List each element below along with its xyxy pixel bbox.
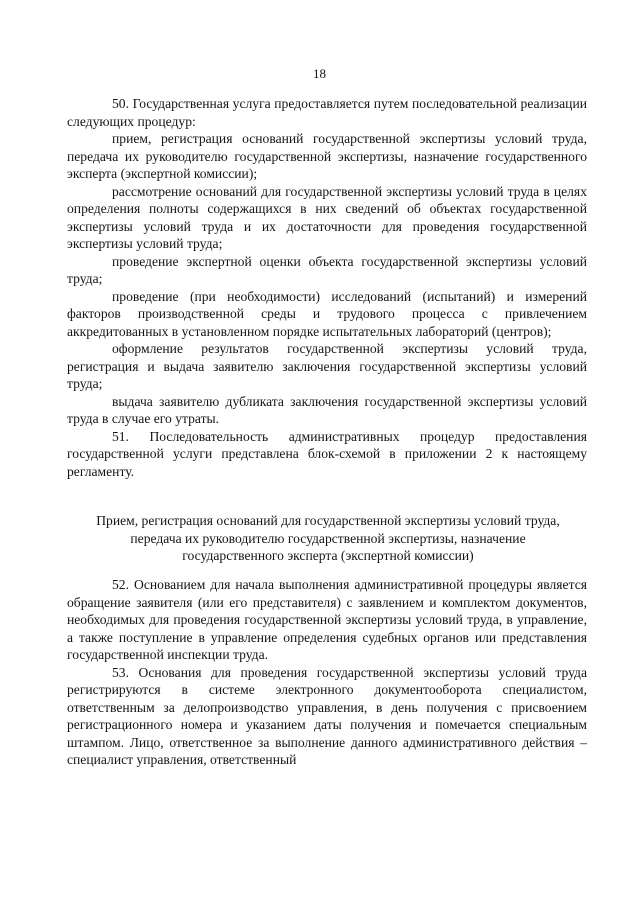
registration-section [67, 576, 587, 769]
procedure-item-duplicate: выдача заявителю дубликата заключения государственной экспертизы условий труда в случае его утраты. [67, 393, 587, 426]
procedures-section [67, 95, 587, 480]
procedure-item-assessment: проведение экспертной оценки объекта государственной экспертизы условий труда; [67, 253, 587, 286]
section-heading [58, 512, 598, 565]
procedure-item-measurements: проведение (при необходимости) исследований (испытаний) и измерений факторов производственной среды и трудового процесса с привлечением аккредитованных в установленном порядке испытательных лабораторий (центров); [67, 288, 587, 339]
paragraph-53: 53. Основания для проведения государственной экспертизы условий труда регистрируются в системе электронного документооборота специалистом, ответственным за делопроизводство управления, в день получения с присвоением регистрационного номера и указанием даты получения и помечается специальным штампом. Лицо, ответственное за выполнение данного административного действия – специалист управления, ответственный [67, 664, 587, 767]
section-heading-line: передача их руководителю государственной экспертизы, назначение [130, 530, 526, 546]
procedure-item-review: рассмотрение оснований для государственной экспертизы условий труда в целях определения полноты содержащихся в них сведений об объектах государственной экспертизы условий труда и их достаточности для проведения государственной экспертизы условий труда; [67, 183, 587, 251]
procedure-item-results: оформление результатов государственной экспертизы условий труда, регистрация и выдача заявителю заключения государственной экспертизы условий труда; [67, 341, 587, 391]
page-number: 18 [313, 66, 326, 81]
section-heading-line: Прием, регистрация оснований для государственной экспертизы условий труда, [96, 513, 560, 528]
procedure-item-registration: прием, регистрация оснований государственной экспертизы условий труда, передача их руководителю государственной экспертизы, назначение государственного эксперта (экспертной комиссии); [67, 131, 587, 181]
paragraph-52: 52. Основанием для начала выполнения административной процедуры является обращение заявителя (или его представителя) с заявлением и комплектом документов, необходимых для проведения государственной экспертизы условий труда, в управление, а также поступление в управление определения судебных органов или представления государственной инспекции труда. [67, 577, 587, 662]
section-heading-line: государственного эксперта (экспертной комиссии) [182, 548, 474, 563]
paragraph-51: 51. Последовательность административных процедур предоставления государственной услуги представлена блок-схемой в приложении 2 к настоящему регламенту. [67, 428, 587, 479]
paragraph-50: 50. Государственная услуга предоставляется путем последовательной реализации следующих процедур: [67, 96, 587, 129]
